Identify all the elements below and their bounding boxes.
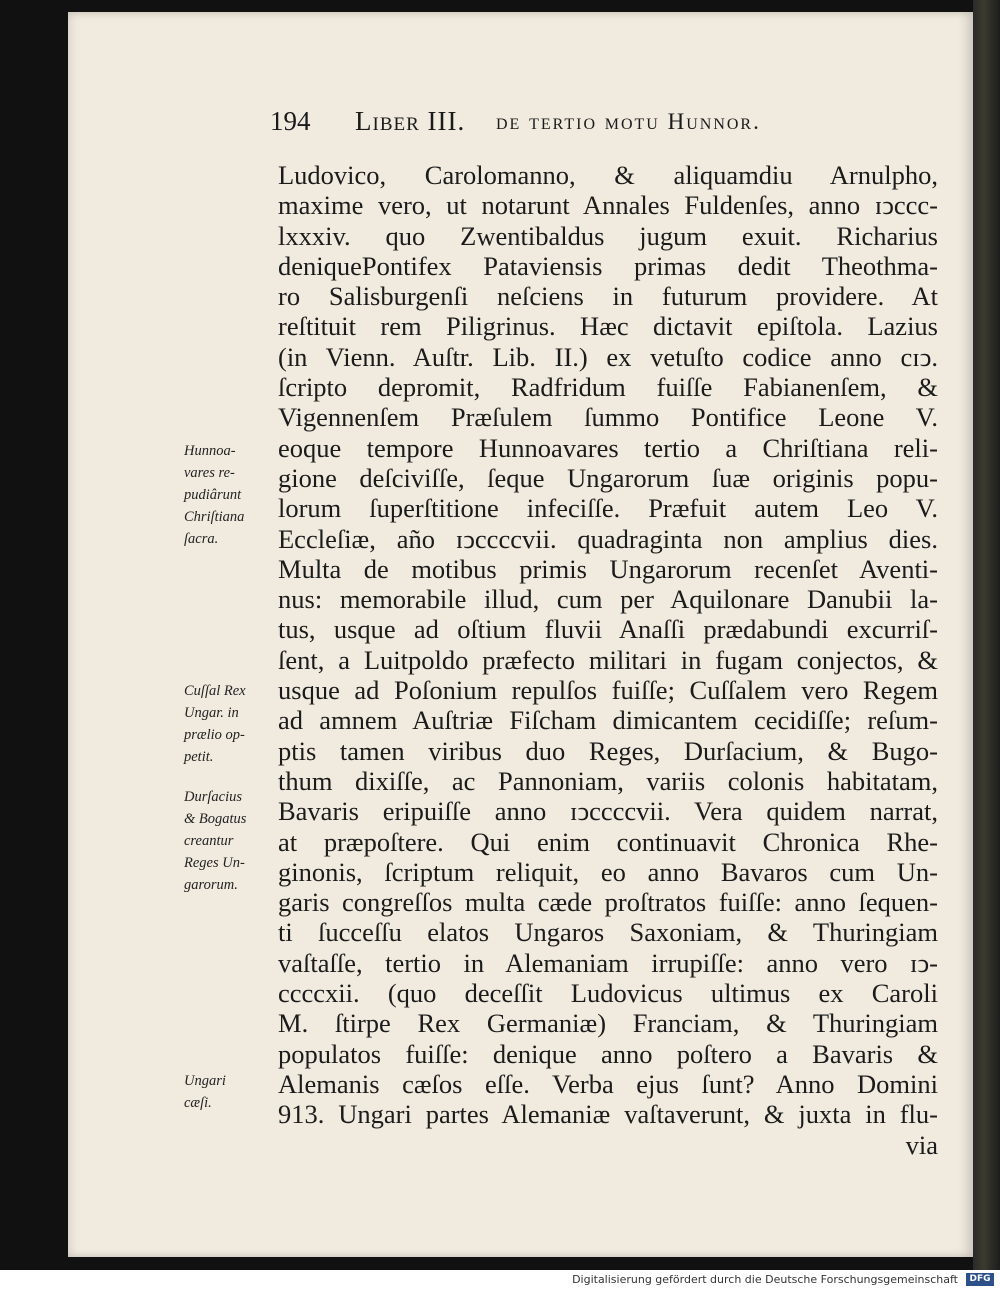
margin-note-line: Reges Un- xyxy=(184,855,245,871)
text-line: Eccleſiæ, año ɪↄccccvii. quadraginta non amplius dies. xyxy=(278,523,938,554)
text-line: Vigennenſem Præſulem ſummo Pontifice Leone V. xyxy=(278,402,938,433)
margin-note-line: vares re- xyxy=(184,465,235,481)
text-line: vaſtaſſe, tertio in Alemaniam irrupiſſe: anno vero ɪↄ- xyxy=(278,947,938,978)
text-line: deniquePontifex Pataviensis primas dedit Theothma- xyxy=(278,250,938,281)
text-line: at præpoſtere. Qui enim continuavit Chronica Rhe- xyxy=(278,826,938,857)
running-header xyxy=(270,106,910,146)
digitization-footer xyxy=(0,1270,1000,1289)
text-line: gione deſciviſſe, ſeque Ungarorum ſuæ originis popu- xyxy=(278,462,938,493)
text-line: lxxxiv. quo Zwentibaldus jugum exuit. Richarius xyxy=(278,220,938,251)
margin-note-line: Durſacius xyxy=(184,789,242,805)
text-line: ti ſucceſſu elatos Ungaros Saxoniam, & Thuringiam xyxy=(278,917,938,948)
margin-note-line: Chriſtiana xyxy=(184,509,245,525)
text-line: ſcripto depromit, Radfridum fuiſſe Fabianenſem, & xyxy=(278,372,938,403)
text-line: (in Vienn. Auſtr. Lib. II.) ex vetuſto codice anno cɪↄ. xyxy=(278,341,938,372)
text-line: maxime vero, ut notarunt Annales Fuldenſes, anno ɪↄccc- xyxy=(278,190,938,221)
margin-note xyxy=(184,440,276,550)
text-line: ccccxii. (quo deceſſit Ludovicus ultimus ex Caroli xyxy=(278,978,938,1009)
text-line: via xyxy=(905,1129,938,1160)
margin-note-line: Ungari xyxy=(184,1073,226,1089)
margin-note xyxy=(184,1070,276,1114)
margin-note-line: creantur xyxy=(184,833,234,849)
text-line: 913. Ungari partes Alemaniæ vaſtaverunt, & juxta in flu- xyxy=(278,1099,938,1130)
margin-note-line: & Bogatus xyxy=(184,811,247,827)
book-edge xyxy=(973,0,1000,1270)
text-line: Ludovico, Carolomanno, & aliquamdiu Arnulpho, xyxy=(278,160,938,190)
margin-note-line: Hunnoa- xyxy=(184,443,236,459)
dfg-logo: DFG xyxy=(966,1273,994,1286)
margin-note-line: cæſi. xyxy=(184,1095,212,1111)
running-title: de tertio motu Hunnor. xyxy=(496,109,761,134)
text-line: tus, usque ad oſtium fluvii Anaſſi prædabundi excurriſ- xyxy=(278,614,938,645)
text-line: usque ad Poſonium repulſos fuiſſe; Cuſſalem vero Regem xyxy=(278,675,938,706)
margin-note-line: pudiârunt xyxy=(184,487,242,503)
text-line: M. ſtirpe Rex Germaniæ) Franciam, & Thuringiam xyxy=(278,1008,938,1039)
margin-note-line: prælio op- xyxy=(184,727,245,743)
margin-note-line: petit. xyxy=(184,749,214,765)
margin-note-line: garorum. xyxy=(184,877,238,893)
page-number: 194 xyxy=(270,106,311,136)
text-line: Multa de motibus primis Ungarorum recenſet Aventi- xyxy=(278,553,938,584)
main-text xyxy=(278,160,938,1160)
text-line: eoque tempore Hunnoavares tertio a Chriſtiana reli- xyxy=(278,432,938,463)
margin-note xyxy=(184,680,276,768)
text-line: garis congreſſos multa cæde proſtratos fuiſſe: anno ſequen- xyxy=(278,887,938,918)
text-line: thum dixiſſe, ac Pannoniam, variis colonis habitatam, xyxy=(278,765,938,796)
text-line: reſtituit rem Piligrinus. Hæc dictavit epiſtola. Lazius xyxy=(278,311,938,342)
text-line: ad amnem Auſtriæ Fiſcham dimicantem cecidiſſe; reſum- xyxy=(278,705,938,736)
text-line: Alemanis cæſos eſſe. Verba ejus ſunt? Anno Domini xyxy=(278,1068,938,1099)
margin-note-line: Ungar. in xyxy=(184,705,239,721)
footer-credit: Digitalisierung gefördert durch die Deutsche Forschungsgemeinschaft xyxy=(572,1273,958,1286)
text-line: nus: memorabile illud, cum per Aquilonare Danubii la- xyxy=(278,584,938,615)
book-label: Liber III. xyxy=(355,106,466,136)
text-line: populatos fuiſſe: denique anno poſtero a Bavaris & xyxy=(278,1038,938,1069)
margin-note-line: Cuſſal Rex xyxy=(184,683,246,699)
text-line: ro Salisburgenſi neſciens in futurum providere. At xyxy=(278,281,938,312)
text-line: ptis tamen viribus duo Reges, Durſacium, & Bugo- xyxy=(278,735,938,766)
margin-note xyxy=(184,786,276,896)
text-line: ginonis, ſcriptum reliquit, eo anno Bavaros cum Un- xyxy=(278,856,938,887)
text-line: lorum ſuperſtitione infeciſſe. Præfuit autem Leo V. xyxy=(278,493,938,524)
text-line: Bavaris eripuiſſe anno ɪↄccccvii. Vera quidem narrat, xyxy=(278,796,938,827)
margin-note-line: ſacra. xyxy=(184,531,219,547)
text-line: ſent, a Luitpoldo præfecto militari in fugam conjectos, & xyxy=(278,644,938,675)
